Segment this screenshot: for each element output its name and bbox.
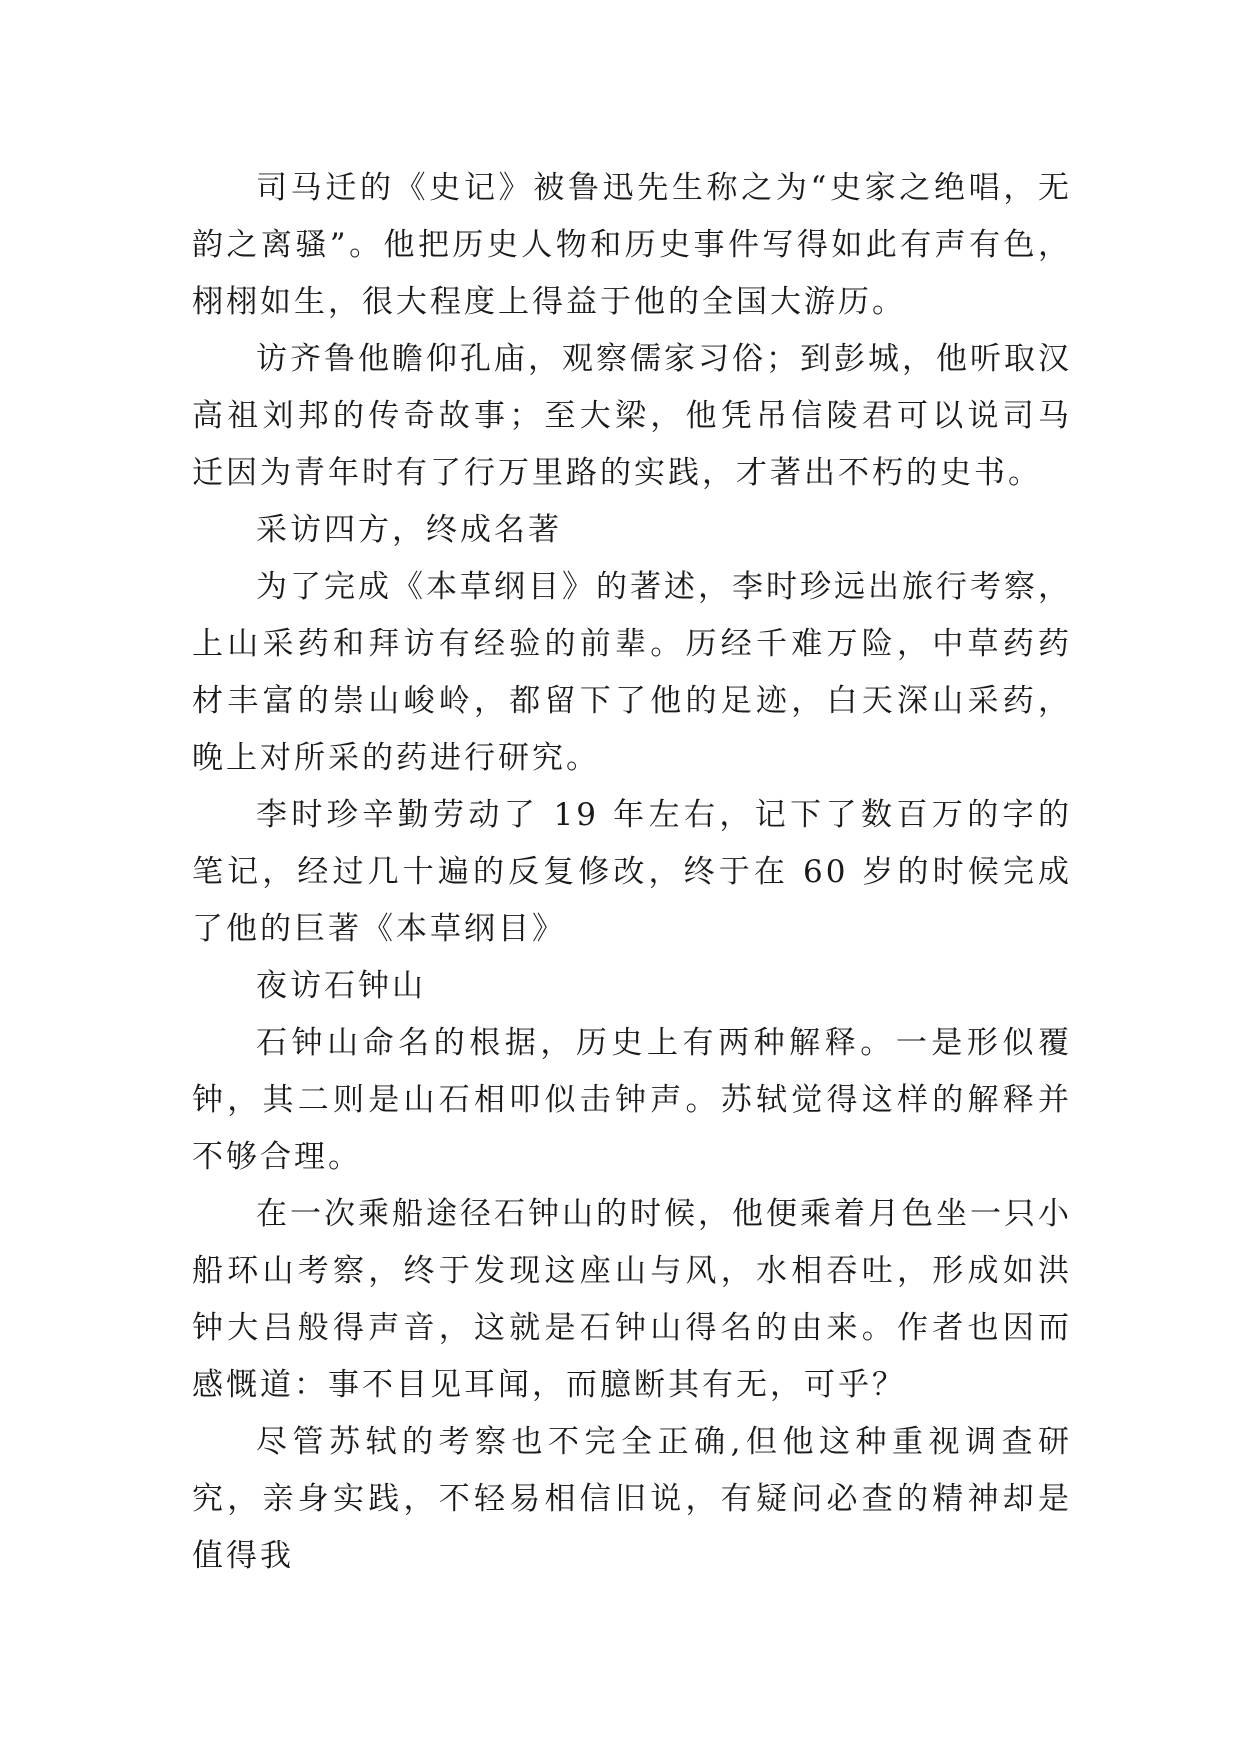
paragraph-li-shizhen-work: 李时珍辛勤劳动了 19 年左右，记下了数百万的字的笔记，经过几十遍的反复修改，终于在 60 岁的时候完成了他的巨著《本草纲目》 — [192, 797, 1072, 947]
body-text — [192, 160, 1072, 1585]
section-heading-li-shizhen: 采访四方，终成名著 — [256, 512, 562, 548]
paragraph-sima-qian-travels: 访齐鲁他瞻仰孔庙，观察儒家习俗；到彭城，他听取汉高祖刘邦的传奇故事；至大梁，他凭吊信陵君可以说司马迁因为青年时有了行万里路的实践，才著出不朽的史书。 — [192, 341, 1072, 491]
paragraph-sima-qian-intro: 司马迁的《史记》被鲁迅先生称之为“史家之绝唱，无韵之离骚”。他把历史人物和历史事件写得如此有声有色，栩栩如生，很大程度上得益于他的全国大游历。 — [192, 170, 1072, 320]
paragraph-shizhong-naming: 石钟山命名的根据，历史上有两种解释。一是形似覆钟，其二则是山石相叩似击钟声。苏轼觉得这样的解释并不够合理。 — [192, 1025, 1072, 1175]
paragraph-su-shi-spirit: 尽管苏轼的考察也不完全正确,但他这种重视调查研究，亲身实践，不轻易相信旧说，有疑问必查的精神却是值得我 — [192, 1424, 1072, 1574]
paragraph-su-shi-investigation: 在一次乘船途径石钟山的时候，他便乘着月色坐一只小船环山考察，终于发现这座山与风，水相吞吐，形成如洪钟大吕般得声音，这就是石钟山得名的由来。作者也因而感慨道：事不目见耳闻，而臆断其有无，可乎？ — [192, 1196, 1072, 1403]
paragraph-li-shizhen-travels: 为了完成《本草纲目》的著述，李时珍远出旅行考察，上山采药和拜访有经验的前辈。历经千难万险，中草药药材丰富的崇山峻岭，都留下了他的足迹，白天深山采药，晚上对所采的药进行研究。 — [192, 569, 1072, 776]
section-heading-shizhong-mountain: 夜访石钟山 — [256, 968, 426, 1004]
